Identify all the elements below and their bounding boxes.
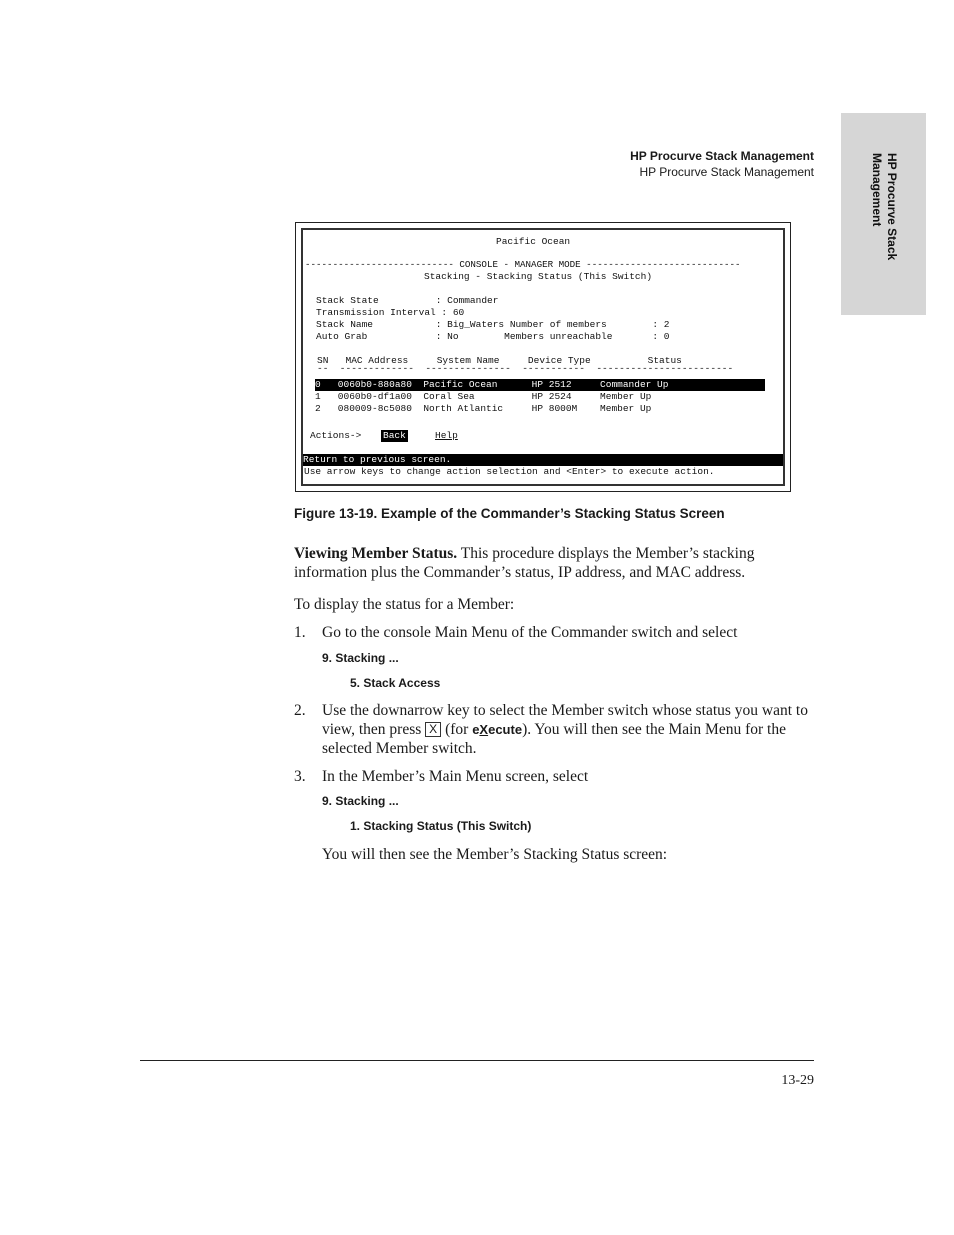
step-1-menu-stack-access: 5. Stack Access [350,676,441,690]
chapter-side-tab [841,113,926,315]
console-table-header: SN MAC Address System Name Device Type Status [317,355,682,366]
step-3-menu-stacking: 9. Stacking ... [322,794,399,808]
execute-command: eXecute [472,722,523,737]
running-header [630,148,814,180]
step-2-text-c: ). You will then see the Main Menu for the selected Member switch. [322,721,786,757]
step-1-menu-stacking: 9. Stacking ... [322,651,399,665]
step-3-menu-stacking-status: 1. Stacking Status (This Switch) [350,819,532,833]
side-tab-label [869,153,899,313]
step-1-text: Go to the console Main Menu of the Commander switch and select [322,624,738,641]
side-tab-line1: HP Procurve Stack [885,153,899,261]
console-field-line: Stack State : Commander [316,295,499,306]
running-header-bold: HP Procurve Stack Management [630,149,814,163]
console-screen-name: Stacking - Stacking Status (This Switch) [424,271,653,282]
step-1-number: 1. [294,624,306,641]
console-table-row-selected[interactable]: 0 0060b0-880a80 Pacific Ocean HP 2512 Commander Up [315,379,765,391]
console-table-row[interactable]: 2 080009-8c5080 North Atlantic HP 8000M Member Up [315,403,652,414]
running-header-regular: HP Procurve Stack Management [639,165,814,179]
console-table-rule: -- ------------- --------------- ----------- ------------------------ [317,363,734,374]
step-2-text-b: (for [441,721,473,738]
console-field-line: Stack Name : Big_Waters Number of members : 2 [316,319,670,330]
console-text [303,230,783,484]
console-actions-label: Actions-> [310,430,362,441]
console-help-action[interactable]: Help [435,430,458,441]
console-field-line: Transmission Interval : 60 [316,307,465,318]
step-2-text-a: Use the downarrow key to select the Member switch whose status you want to view, then press [322,702,808,738]
step-2-text [322,701,816,758]
console-status-line: Return to previous screen. [303,454,783,466]
intro-text: This procedure displays the Member’s stacking information plus the Commander’s status, IP address, and MAC address. [294,545,755,581]
console-table-row[interactable]: 1 0060b0-df1a00 Coral Sea HP 2524 Member Up [315,391,652,402]
page-number: 13-29 [781,1073,814,1088]
step-3-number: 3. [294,768,306,785]
console-back-action[interactable]: Back [383,430,406,441]
footer-rule [140,1060,814,1061]
intro-paragraph [294,544,816,582]
console-title: Pacific Ocean [496,236,571,247]
to-display-text: To display the status for a Member: [294,596,515,613]
step-3-after-text: You will then see the Member’s Stacking Status screen: [322,846,668,863]
x-key-icon: X [425,722,441,737]
console-screenshot [295,222,791,492]
console-hint-line: Use arrow keys to change action selection and <Enter> to execute action. [304,466,715,477]
step-3-text: In the Member’s Main Menu screen, select [322,768,589,785]
console-frame [301,228,785,486]
step-2-number: 2. [294,702,306,719]
console-field-line: Auto Grab : No Members unreachable : 0 [316,331,670,342]
intro-heading: Viewing Member Status. [294,545,458,562]
side-tab-line2: Management [870,153,884,227]
console-mode-line: --------------------------- CONSOLE - MANAGER MODE ---------------------------- [305,259,741,270]
figure-caption: Figure 13-19. Example of the Commander’s Stacking Status Screen [294,506,725,521]
